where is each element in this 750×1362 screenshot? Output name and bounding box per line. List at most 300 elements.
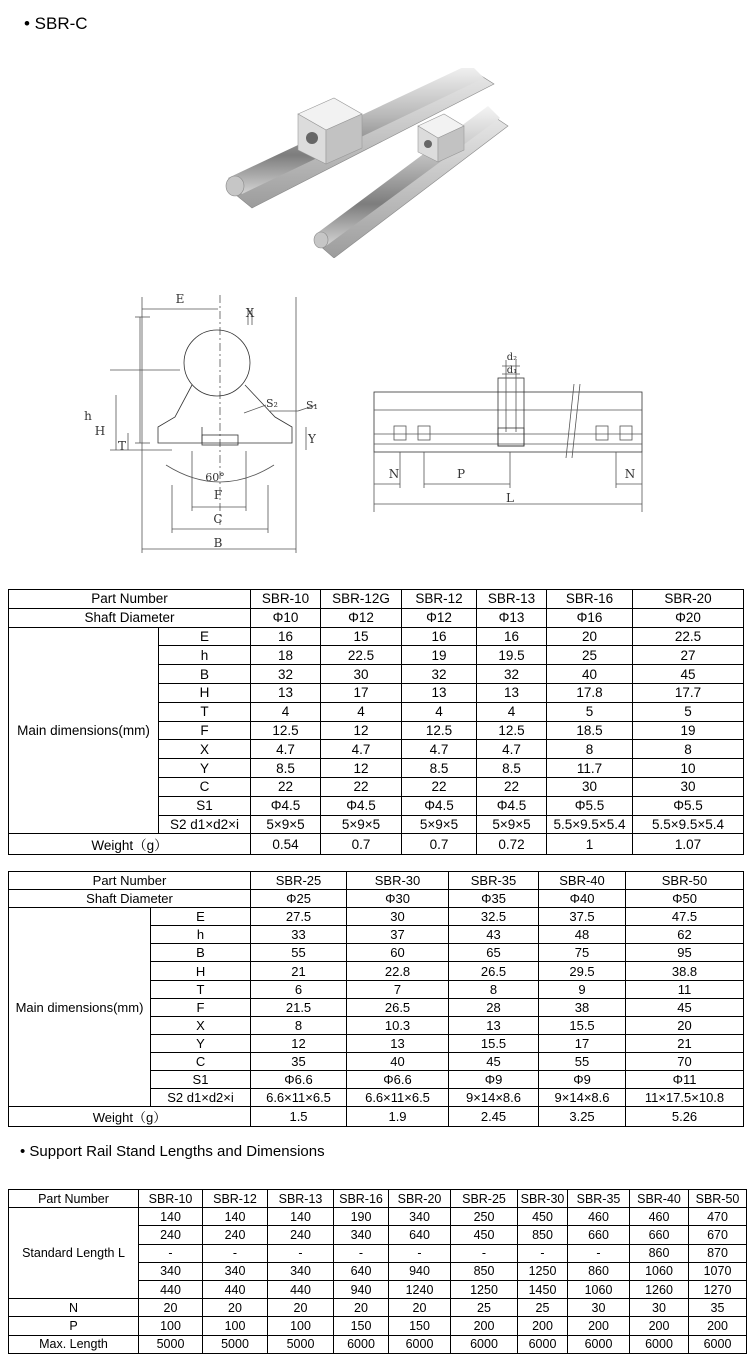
row-value: 35 xyxy=(689,1299,747,1317)
row-value: 20 xyxy=(139,1299,203,1317)
dim-value: 7 xyxy=(347,980,449,998)
dim-label: E xyxy=(159,627,251,646)
dim-value: 40 xyxy=(347,1052,449,1070)
dim-value: 21.5 xyxy=(251,998,347,1016)
part-cell: SBR-13 xyxy=(268,1190,334,1208)
dim-value: 12.5 xyxy=(402,721,477,740)
row-value: 150 xyxy=(389,1317,451,1335)
section-title-support-rail: • Support Rail Stand Lengths and Dimensions xyxy=(20,1143,325,1160)
dim-label: X xyxy=(159,740,251,759)
length-value: - xyxy=(334,1244,389,1262)
dim-value: 8 xyxy=(251,1016,347,1034)
length-value: 1260 xyxy=(630,1280,689,1298)
dim-label: S2 d1×d2×i xyxy=(159,815,251,834)
dim-value: 12 xyxy=(251,1034,347,1052)
part-cell: SBR-16 xyxy=(547,590,633,609)
row-value: 5000 xyxy=(139,1335,203,1353)
length-value: 450 xyxy=(518,1208,568,1226)
drawing-label-c: C xyxy=(213,512,223,526)
part-cell: SBR-20 xyxy=(389,1190,451,1208)
weight-value: 0.54 xyxy=(251,834,321,855)
weight-label: Weight（g） xyxy=(9,834,251,855)
row-value: 20 xyxy=(203,1299,268,1317)
table-row-p xyxy=(9,1317,747,1335)
shaft-cell: Φ30 xyxy=(347,890,449,908)
dim-value: 11 xyxy=(626,980,744,998)
shaft-cell: Φ25 xyxy=(251,890,347,908)
dim-value: 40 xyxy=(547,665,633,684)
length-value: - xyxy=(389,1244,451,1262)
dim-value: 17 xyxy=(321,683,402,702)
table-row-n xyxy=(9,1299,747,1317)
dim-value: 22 xyxy=(477,777,547,796)
spec-table-large xyxy=(8,871,744,1127)
drawing-label-t: T xyxy=(117,439,127,453)
table-row-part-number xyxy=(9,590,744,609)
length-value: 940 xyxy=(389,1262,451,1280)
dim-value: 12 xyxy=(321,721,402,740)
dim-value: 12.5 xyxy=(251,721,321,740)
dim-label: B xyxy=(159,665,251,684)
row-value: 30 xyxy=(630,1299,689,1317)
part-cell: SBR-12 xyxy=(402,590,477,609)
header-part-number: Part Number xyxy=(9,590,251,609)
dim-value: 4.7 xyxy=(402,740,477,759)
row-label: P xyxy=(9,1317,139,1335)
part-cell: SBR-10 xyxy=(139,1190,203,1208)
dim-value: 43 xyxy=(449,926,539,944)
shaft-cell: Φ50 xyxy=(626,890,744,908)
dim-value: 13 xyxy=(347,1034,449,1052)
dim-value: 37.5 xyxy=(539,908,626,926)
dim-value: 8 xyxy=(547,740,633,759)
dim-value: 27.5 xyxy=(251,908,347,926)
row-value: 6000 xyxy=(568,1335,630,1353)
length-value: 190 xyxy=(334,1208,389,1226)
weight-value: 1.5 xyxy=(251,1107,347,1127)
drawing-label-angle: 60° xyxy=(205,471,225,484)
part-cell: SBR-25 xyxy=(451,1190,518,1208)
length-value: 660 xyxy=(630,1226,689,1244)
row-value: 200 xyxy=(568,1317,630,1335)
length-value: 470 xyxy=(689,1208,747,1226)
table-row-weight xyxy=(9,1107,744,1127)
drawing-label-d2: d₂ xyxy=(506,352,518,363)
dim-value: 11×17.5×10.8 xyxy=(626,1089,744,1107)
length-value: - xyxy=(203,1244,268,1262)
dim-value: 4 xyxy=(251,702,321,721)
dim-value: 26.5 xyxy=(347,998,449,1016)
length-value: 240 xyxy=(203,1226,268,1244)
shaft-cell: Φ35 xyxy=(449,890,539,908)
dim-label: h xyxy=(151,926,251,944)
shaft-cell: Φ12 xyxy=(402,608,477,627)
row-value: 200 xyxy=(689,1317,747,1335)
dim-value: 18 xyxy=(251,646,321,665)
dim-value: 12.5 xyxy=(477,721,547,740)
weight-value: 1.9 xyxy=(347,1107,449,1127)
length-value: 860 xyxy=(568,1262,630,1280)
dim-value: 22 xyxy=(251,777,321,796)
dim-value: 5.5×9.5×5.4 xyxy=(547,815,633,834)
dim-value: 26.5 xyxy=(449,962,539,980)
length-value: 870 xyxy=(689,1244,747,1262)
length-value: 440 xyxy=(139,1280,203,1298)
dim-value: 70 xyxy=(626,1052,744,1070)
dim-label: C xyxy=(159,777,251,796)
table-row-shaft-diameter xyxy=(9,890,744,908)
dim-label: E xyxy=(151,908,251,926)
dim-value: 17 xyxy=(539,1034,626,1052)
dim-value: 6.6×11×6.5 xyxy=(347,1089,449,1107)
dim-value: Φ11 xyxy=(626,1071,744,1089)
weight-value: 3.25 xyxy=(539,1107,626,1127)
dim-value: 20 xyxy=(547,627,633,646)
dim-value: 5×9×5 xyxy=(402,815,477,834)
dim-value: 15 xyxy=(321,627,402,646)
table-row-weight xyxy=(9,834,744,855)
dim-value: 21 xyxy=(626,1034,744,1052)
length-value: 450 xyxy=(451,1226,518,1244)
dim-value: 55 xyxy=(539,1052,626,1070)
section-title-sbr-c: • SBR-C xyxy=(24,14,88,33)
weight-value: 0.7 xyxy=(321,834,402,855)
part-cell: SBR-40 xyxy=(539,872,626,890)
drawing-label-s1: S₁ xyxy=(306,399,318,412)
part-cell: SBR-13 xyxy=(477,590,547,609)
dim-value: 16 xyxy=(477,627,547,646)
dim-value: 48 xyxy=(539,926,626,944)
drawing-label-s2: S₂ xyxy=(266,397,278,410)
dim-value: 11.7 xyxy=(547,759,633,778)
dim-value: 6.6×11×6.5 xyxy=(251,1089,347,1107)
table-row xyxy=(9,908,744,926)
row-value: 20 xyxy=(268,1299,334,1317)
length-value: 850 xyxy=(518,1226,568,1244)
header-part-number: Part Number xyxy=(9,1190,139,1208)
dim-label: F xyxy=(159,721,251,740)
dim-value: 32 xyxy=(402,665,477,684)
dim-value: 38.8 xyxy=(626,962,744,980)
dim-label: S1 xyxy=(151,1071,251,1089)
dim-value: 13 xyxy=(477,683,547,702)
standard-length-label: Standard Length L xyxy=(9,1208,139,1299)
length-value: 140 xyxy=(268,1208,334,1226)
shaft-cell: Φ16 xyxy=(547,608,633,627)
dim-value: 4 xyxy=(321,702,402,721)
length-value: 240 xyxy=(139,1226,203,1244)
dim-value: 5.5×9.5×5.4 xyxy=(633,815,744,834)
dim-value: 32 xyxy=(251,665,321,684)
dim-value: 75 xyxy=(539,944,626,962)
dim-label: h xyxy=(159,646,251,665)
header-shaft-diameter: Shaft Diameter xyxy=(9,890,251,908)
drawing-label-d1: d₁ xyxy=(506,365,518,376)
row-value: 200 xyxy=(518,1317,568,1335)
dim-value: 20 xyxy=(626,1016,744,1034)
row-value: 6000 xyxy=(389,1335,451,1353)
row-value: 150 xyxy=(334,1317,389,1335)
header-part-number: Part Number xyxy=(9,872,251,890)
dim-value: 4 xyxy=(402,702,477,721)
table-row-max-length xyxy=(9,1335,747,1353)
shaft-cell: Φ20 xyxy=(633,608,744,627)
row-value: 200 xyxy=(630,1317,689,1335)
dim-value: 5×9×5 xyxy=(321,815,402,834)
shaft-cell: Φ13 xyxy=(477,608,547,627)
length-value: 850 xyxy=(451,1262,518,1280)
part-cell: SBR-20 xyxy=(633,590,744,609)
row-value: 200 xyxy=(451,1317,518,1335)
dim-value: 32 xyxy=(477,665,547,684)
table-row-part-number xyxy=(9,1190,747,1208)
dim-value: Φ6.6 xyxy=(251,1071,347,1089)
length-value: 140 xyxy=(203,1208,268,1226)
drawing-label-l: L xyxy=(506,491,514,505)
dim-value: Φ5.5 xyxy=(633,796,744,815)
dim-value: 47.5 xyxy=(626,908,744,926)
dim-value: 8.5 xyxy=(477,759,547,778)
drawing-label-b: B xyxy=(213,536,223,550)
weight-value: 2.45 xyxy=(449,1107,539,1127)
row-value: 6000 xyxy=(689,1335,747,1353)
dim-label: Y xyxy=(151,1034,251,1052)
table-row-shaft-diameter xyxy=(9,608,744,627)
rail-length-table xyxy=(8,1189,747,1354)
weight-value: 1.07 xyxy=(633,834,744,855)
part-cell: SBR-30 xyxy=(518,1190,568,1208)
drawing-label-H: H xyxy=(94,424,106,438)
dim-value: 62 xyxy=(626,926,744,944)
dim-value: 12 xyxy=(321,759,402,778)
dim-value: 15.5 xyxy=(449,1034,539,1052)
length-value: - xyxy=(268,1244,334,1262)
weight-value: 5.26 xyxy=(626,1107,744,1127)
dim-value: 10 xyxy=(633,759,744,778)
dim-value: 4.7 xyxy=(477,740,547,759)
length-value: 340 xyxy=(203,1262,268,1280)
part-cell: SBR-40 xyxy=(630,1190,689,1208)
dim-value: 29.5 xyxy=(539,962,626,980)
length-value: 1450 xyxy=(518,1280,568,1298)
length-value: - xyxy=(139,1244,203,1262)
part-cell: SBR-16 xyxy=(334,1190,389,1208)
row-label: Max. Length xyxy=(9,1335,139,1353)
dim-value: 30 xyxy=(321,665,402,684)
dim-value: 19 xyxy=(633,721,744,740)
dim-value: 17.8 xyxy=(547,683,633,702)
dim-value: 9 xyxy=(539,980,626,998)
dim-value: Φ9 xyxy=(449,1071,539,1089)
dim-value: 19 xyxy=(402,646,477,665)
length-value: 440 xyxy=(268,1280,334,1298)
dim-value: 8.5 xyxy=(251,759,321,778)
drawing-label-p: P xyxy=(456,467,466,481)
part-cell: SBR-35 xyxy=(568,1190,630,1208)
dim-value: 45 xyxy=(626,998,744,1016)
row-value: 100 xyxy=(139,1317,203,1335)
side-view-drawing xyxy=(368,340,658,520)
dim-value: 32.5 xyxy=(449,908,539,926)
dim-value: 37 xyxy=(347,926,449,944)
row-value: 20 xyxy=(389,1299,451,1317)
length-value: 250 xyxy=(451,1208,518,1226)
length-value: - xyxy=(451,1244,518,1262)
weight-value: 0.7 xyxy=(402,834,477,855)
length-value: 460 xyxy=(568,1208,630,1226)
dim-value: 55 xyxy=(251,944,347,962)
dim-value: 16 xyxy=(251,627,321,646)
table-row xyxy=(9,627,744,646)
part-cell: SBR-10 xyxy=(251,590,321,609)
drawing-label-h: h xyxy=(84,409,92,423)
part-cell: SBR-30 xyxy=(347,872,449,890)
part-cell: SBR-35 xyxy=(449,872,539,890)
table-row xyxy=(9,1208,747,1226)
dim-value: 45 xyxy=(633,665,744,684)
drawing-label-x: X xyxy=(245,306,255,320)
dim-label: H xyxy=(159,683,251,702)
length-value: 1250 xyxy=(451,1280,518,1298)
dim-value: 13 xyxy=(251,683,321,702)
length-value: 1060 xyxy=(630,1262,689,1280)
main-dimensions-label: Main dimensions(mm) xyxy=(9,627,159,834)
drawing-label-e: E xyxy=(175,292,185,306)
dim-value: 45 xyxy=(449,1052,539,1070)
dim-value: 30 xyxy=(347,908,449,926)
dim-value: 5×9×5 xyxy=(251,815,321,834)
dim-label: S2 d1×d2×i xyxy=(151,1089,251,1107)
weight-value: 0.72 xyxy=(477,834,547,855)
dim-value: 22 xyxy=(402,777,477,796)
dim-value: 30 xyxy=(633,777,744,796)
length-value: 670 xyxy=(689,1226,747,1244)
length-value: 1060 xyxy=(568,1280,630,1298)
dim-label: B xyxy=(151,944,251,962)
dim-value: 65 xyxy=(449,944,539,962)
table-row-part-number xyxy=(9,872,744,890)
dim-value: Φ4.5 xyxy=(321,796,402,815)
dim-value: 10.3 xyxy=(347,1016,449,1034)
part-cell: SBR-50 xyxy=(689,1190,747,1208)
dim-value: Φ4.5 xyxy=(477,796,547,815)
length-value: 140 xyxy=(139,1208,203,1226)
dim-value: Φ9 xyxy=(539,1071,626,1089)
dim-label: T xyxy=(151,980,251,998)
dim-value: Φ5.5 xyxy=(547,796,633,815)
length-value: 440 xyxy=(203,1280,268,1298)
dim-label: Y xyxy=(159,759,251,778)
length-value: 340 xyxy=(389,1208,451,1226)
length-value: 460 xyxy=(630,1208,689,1226)
row-value: 20 xyxy=(334,1299,389,1317)
dim-value: Φ4.5 xyxy=(402,796,477,815)
dim-label: S1 xyxy=(159,796,251,815)
dim-value: 8 xyxy=(449,980,539,998)
spec-table-small xyxy=(8,589,744,855)
row-value: 5000 xyxy=(203,1335,268,1353)
dim-value: 17.7 xyxy=(633,683,744,702)
dim-value: 27 xyxy=(633,646,744,665)
dim-value: 33 xyxy=(251,926,347,944)
dim-value: 22.8 xyxy=(347,962,449,980)
row-value: 30 xyxy=(568,1299,630,1317)
part-cell: SBR-25 xyxy=(251,872,347,890)
dim-label: C xyxy=(151,1052,251,1070)
weight-label: Weight（g） xyxy=(9,1107,251,1127)
row-value: 100 xyxy=(268,1317,334,1335)
row-value: 25 xyxy=(451,1299,518,1317)
length-value: 240 xyxy=(268,1226,334,1244)
header-shaft-diameter: Shaft Diameter xyxy=(9,608,251,627)
dim-value: 15.5 xyxy=(539,1016,626,1034)
row-value: 6000 xyxy=(518,1335,568,1353)
part-cell: SBR-12G xyxy=(321,590,402,609)
shaft-cell: Φ12 xyxy=(321,608,402,627)
dim-value: 4.7 xyxy=(321,740,402,759)
dim-value: 16 xyxy=(402,627,477,646)
dim-value: 5 xyxy=(547,702,633,721)
length-value: 340 xyxy=(268,1262,334,1280)
length-value: 640 xyxy=(389,1226,451,1244)
dim-value: 5×9×5 xyxy=(477,815,547,834)
dim-value: 4 xyxy=(477,702,547,721)
length-value: 1070 xyxy=(689,1262,747,1280)
row-value: 25 xyxy=(518,1299,568,1317)
dim-value: 13 xyxy=(449,1016,539,1034)
dim-value: 30 xyxy=(547,777,633,796)
shaft-cell: Φ40 xyxy=(539,890,626,908)
length-value: 1270 xyxy=(689,1280,747,1298)
length-value: 640 xyxy=(334,1262,389,1280)
main-dimensions-label: Main dimensions(mm) xyxy=(9,908,151,1107)
dim-value: 95 xyxy=(626,944,744,962)
dim-value: 22 xyxy=(321,777,402,796)
dim-value: 22.5 xyxy=(633,627,744,646)
dim-value: 4.7 xyxy=(251,740,321,759)
dim-value: 18.5 xyxy=(547,721,633,740)
dim-label: H xyxy=(151,962,251,980)
length-value: 340 xyxy=(139,1262,203,1280)
row-label: N xyxy=(9,1299,139,1317)
dim-value: 9×14×8.6 xyxy=(539,1089,626,1107)
dim-value: 8 xyxy=(633,740,744,759)
length-value: 860 xyxy=(630,1244,689,1262)
part-cell: SBR-50 xyxy=(626,872,744,890)
drawing-label-n-right: N xyxy=(624,467,636,481)
dim-value: 19.5 xyxy=(477,646,547,665)
dim-value: 13 xyxy=(402,683,477,702)
dim-value: 35 xyxy=(251,1052,347,1070)
dim-value: 28 xyxy=(449,998,539,1016)
drawing-label-y: Y xyxy=(308,432,316,446)
dim-value: 21 xyxy=(251,962,347,980)
cross-section-drawing xyxy=(80,285,350,560)
dim-value: 38 xyxy=(539,998,626,1016)
dim-value: 6 xyxy=(251,980,347,998)
dim-label: T xyxy=(159,702,251,721)
dim-value: 8.5 xyxy=(402,759,477,778)
row-value: 6000 xyxy=(334,1335,389,1353)
row-value: 100 xyxy=(203,1317,268,1335)
length-value: 1250 xyxy=(518,1262,568,1280)
length-value: 1240 xyxy=(389,1280,451,1298)
drawing-label-f: F xyxy=(213,488,223,502)
product-photo xyxy=(222,68,522,258)
dim-label: F xyxy=(151,998,251,1016)
dim-value: Φ4.5 xyxy=(251,796,321,815)
row-value: 6000 xyxy=(451,1335,518,1353)
